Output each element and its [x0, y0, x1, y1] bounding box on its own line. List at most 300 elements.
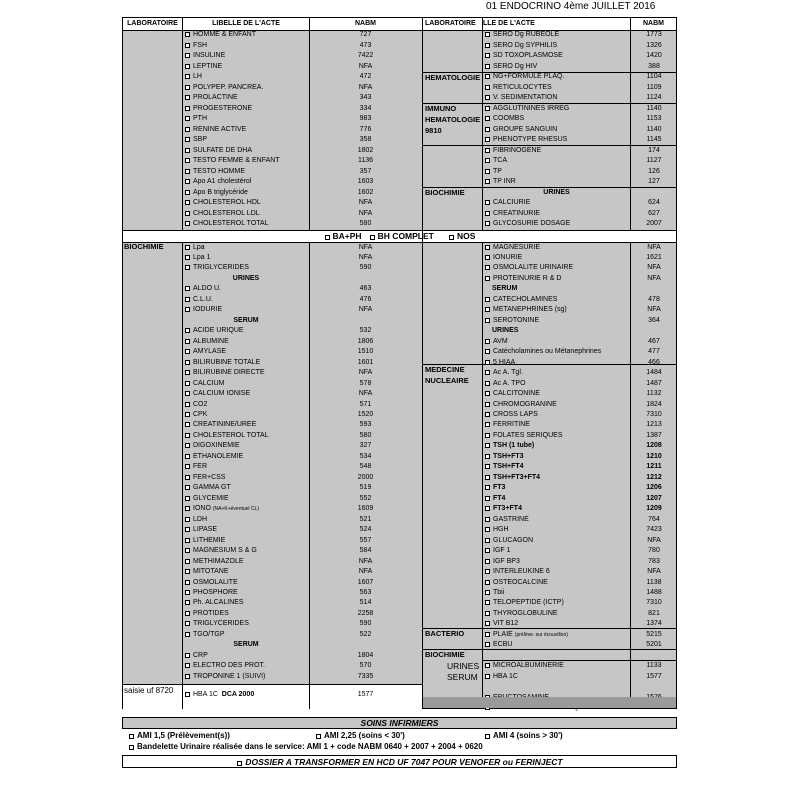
- row-5-hiaa[interactable]: 5 HIAA: [484, 358, 629, 368]
- nabm-code: 727: [359, 31, 372, 38]
- ami15-option[interactable]: AMI 1,5 (Prélèvement(s)): [128, 731, 230, 740]
- row-sd-toxoplasmose[interactable]: SD TOXOPLASMOSE: [484, 51, 629, 61]
- checkbox[interactable]: [185, 391, 190, 396]
- checkbox[interactable]: [185, 297, 190, 302]
- nabm-code: NFA: [647, 536, 661, 544]
- checkbox[interactable]: [185, 349, 190, 354]
- row-amylase[interactable]: AMYLASE: [184, 347, 308, 357]
- checkbox[interactable]: [185, 559, 190, 564]
- checkbox[interactable]: [185, 211, 190, 216]
- checkbox[interactable]: [485, 632, 490, 637]
- checkbox[interactable]: [185, 95, 190, 100]
- checkbox[interactable]: [485, 106, 490, 111]
- checkbox[interactable]: [185, 127, 190, 132]
- row-sero-dg-rubeole[interactable]: SERO Dg RUBEOLE: [484, 30, 629, 40]
- nabm-code: 357: [359, 167, 372, 175]
- row-troponine-1-suivi[interactable]: TROPONINE 1 (SUIVI): [184, 672, 308, 682]
- row-serotonine[interactable]: SEROTONINE: [484, 316, 629, 326]
- subheader-urines: URINES: [492, 327, 519, 335]
- row-calcium[interactable]: CALCIUM: [184, 379, 308, 389]
- nabm-code: 548: [359, 463, 372, 471]
- row-bilirubine-totale[interactable]: BILIRUBINE TOTALE: [184, 358, 308, 368]
- nabm-code: 5201: [646, 641, 662, 649]
- row-triglycerides[interactable]: TRIGLYCERIDES: [184, 263, 308, 273]
- nabm-code: 563: [359, 589, 372, 596]
- checkbox[interactable]: [485, 548, 490, 553]
- row-iono[interactable]: IONO (NA+K+éventuel CL): [184, 504, 308, 514]
- row-interleukine-6[interactable]: INTERLEUKINE 6: [484, 567, 629, 577]
- row-iodurie[interactable]: IODURIE: [184, 305, 308, 315]
- checkbox[interactable]: [185, 464, 190, 469]
- checkbox[interactable]: [485, 307, 490, 312]
- row-groupe-sanguin[interactable]: GROUPE SANGUIN: [484, 125, 629, 135]
- checkbox[interactable]: [485, 370, 490, 375]
- nabm-code: 2000: [357, 473, 374, 481]
- checkbox[interactable]: [485, 391, 490, 396]
- checkbox[interactable]: [185, 692, 190, 697]
- checkbox[interactable]: [185, 580, 190, 585]
- row-ferritine[interactable]: FERRITINE: [484, 420, 629, 430]
- checkbox[interactable]: [185, 137, 190, 142]
- row-tca[interactable]: TCA: [484, 156, 629, 166]
- nabm-code: 478: [648, 295, 660, 303]
- row-agglutinines-irreg[interactable]: AGGLUTININES IRREG: [484, 104, 629, 114]
- row-ph-alcalines[interactable]: Ph. ALCALINES: [184, 598, 308, 608]
- checkbox[interactable]: [185, 506, 190, 511]
- row-reticulocytes[interactable]: RETICULOCYTES: [484, 83, 629, 93]
- row-gamma-gt[interactable]: GAMMA GT: [184, 483, 308, 493]
- row-phosphore[interactable]: PHOSPHORE: [184, 588, 308, 598]
- row-cholesterol-total[interactable]: CHOLESTEROL TOTAL: [184, 219, 308, 229]
- row-metanephrines-sg[interactable]: METANEPHRINES (sg): [484, 305, 629, 315]
- label-serum: SERUM: [447, 672, 478, 682]
- checkbox[interactable]: [485, 663, 490, 668]
- checkbox[interactable]: [185, 674, 190, 679]
- checkbox[interactable]: [485, 621, 490, 626]
- checkbox[interactable]: [485, 265, 490, 270]
- panel-choice-bar: [123, 230, 676, 243]
- row-osmolalite[interactable]: OSMOLALITE: [184, 578, 308, 588]
- checkbox[interactable]: [485, 611, 490, 616]
- checkbox[interactable]: [485, 475, 490, 480]
- checkbox[interactable]: [485, 674, 490, 679]
- checkbox[interactable]: [485, 179, 490, 184]
- row-tsh-ft4[interactable]: TSH+FT4: [484, 462, 629, 472]
- ami225-option[interactable]: AMI 2,25 (soins < 30'): [315, 731, 405, 740]
- hba1c-row[interactable]: HBA 1C DCA 2000: [184, 690, 254, 700]
- nabm-code: 388: [648, 62, 660, 70]
- row-co2[interactable]: CO2: [184, 400, 308, 410]
- row-v-sedimentation[interactable]: V. SEDIMENTATION: [484, 93, 629, 103]
- row-vit-b12[interactable]: VIT B12: [484, 619, 629, 629]
- row-coombs[interactable]: COOMBS: [484, 114, 629, 124]
- row-telopeptide-ictp[interactable]: TELOPEPTIDE (ICTP): [484, 598, 629, 608]
- row-magnesurie[interactable]: MAGNESURIE: [484, 243, 629, 253]
- checkbox[interactable]: [185, 200, 190, 205]
- checkbox[interactable]: [485, 443, 490, 448]
- nabm-code: 1136: [357, 157, 374, 164]
- checkbox[interactable]: [185, 475, 190, 480]
- row-glycosurie-dosage[interactable]: GLYCOSURIE DOSAGE: [484, 219, 629, 229]
- nabm-code: 524: [359, 526, 372, 534]
- row-catecholamines[interactable]: CATECHOLAMINES: [484, 295, 629, 305]
- row-proteinurie-r-d[interactable]: PROTEINURIE R & D: [484, 274, 629, 284]
- row-ft4[interactable]: FT4: [484, 494, 629, 504]
- row-ldh[interactable]: LDH: [184, 515, 308, 525]
- checkbox[interactable]: [485, 402, 490, 407]
- section-biochimie: BIOCHIMIE: [124, 242, 164, 251]
- row-osteocalcine[interactable]: OSTEOCALCINE: [484, 578, 629, 588]
- checkbox[interactable]: [185, 221, 190, 226]
- checkbox[interactable]: [185, 611, 190, 616]
- checkbox[interactable]: [185, 85, 190, 90]
- checkbox[interactable]: [185, 255, 190, 260]
- checkbox[interactable]: [485, 74, 490, 79]
- row-lpa-1[interactable]: Lpa 1: [184, 253, 308, 263]
- row-ionurie[interactable]: IONURIE: [484, 253, 629, 263]
- row-cross-laps[interactable]: CROSS LAPS: [484, 410, 629, 420]
- checkbox[interactable]: [185, 169, 190, 174]
- checkbox[interactable]: [485, 517, 490, 522]
- row-igf-bp3[interactable]: IGF BP3: [484, 557, 629, 567]
- row-fer-css[interactable]: FER+CSS: [184, 473, 308, 483]
- checkbox[interactable]: [485, 276, 490, 281]
- row-plaie[interactable]: PLAIE (prélève. sur écouvillon): [484, 630, 629, 640]
- label-urines: URINES: [447, 661, 480, 671]
- row-lpa[interactable]: Lpa: [184, 243, 308, 253]
- row-tgo-tgp[interactable]: TGO/TGP: [184, 630, 308, 640]
- checkbox[interactable]: [485, 485, 490, 490]
- checkbox[interactable]: [185, 245, 190, 250]
- row-polypep-pancrea[interactable]: POLYPEP. PANCREA.: [184, 83, 308, 93]
- checkbox[interactable]: [485, 95, 490, 100]
- row-calcitonine[interactable]: CALCITONINE: [484, 389, 629, 399]
- row-avm[interactable]: AVM: [484, 337, 629, 347]
- row-lipase[interactable]: LIPASE: [184, 525, 308, 535]
- checkbox[interactable]: [185, 370, 190, 375]
- nabm-code: 776: [359, 125, 372, 133]
- checkbox[interactable]: [185, 381, 190, 386]
- row-sero-dg-syphilis[interactable]: SERO Dg SYPHILIS: [484, 41, 629, 51]
- nabm-code: 463: [359, 285, 372, 293]
- checkbox[interactable]: [185, 43, 190, 48]
- row-insuline[interactable]: INSULINE: [184, 51, 308, 61]
- checkbox[interactable]: [185, 148, 190, 153]
- checkbox[interactable]: [185, 360, 190, 365]
- row-osmolalite-urinaire[interactable]: OSMOLALITE URINAIRE: [484, 263, 629, 273]
- row-glucagon[interactable]: GLUCAGON: [484, 536, 629, 546]
- checkbox[interactable]: [485, 127, 490, 132]
- nabm-code: 519: [359, 484, 372, 492]
- checkbox[interactable]: [485, 245, 490, 250]
- row-ac-a-tgl[interactable]: Ac A. Tgl.: [484, 368, 629, 378]
- row-tp[interactable]: TP: [484, 167, 629, 177]
- row-aldo-u[interactable]: ALDO U.: [184, 284, 308, 294]
- nabm-code: 514: [359, 599, 372, 607]
- row-lh[interactable]: LH: [184, 72, 308, 82]
- row-protides[interactable]: PROTIDES: [184, 609, 308, 619]
- row-calciurie[interactable]: CALCIURIE: [484, 198, 629, 208]
- nabm-code: 624: [648, 199, 660, 206]
- checkbox[interactable]: [485, 200, 490, 205]
- checkbox[interactable]: [185, 548, 190, 553]
- checkbox[interactable]: [185, 286, 190, 291]
- row-mitotane[interactable]: MITOTANE: [184, 567, 308, 577]
- checkbox[interactable]: [485, 580, 490, 585]
- checkbox[interactable]: [185, 443, 190, 448]
- row-igf-1[interactable]: IGF 1: [484, 546, 629, 556]
- row-tp-inr[interactable]: TP INR: [484, 177, 629, 187]
- row-tsh-ft3-ft4[interactable]: TSH+FT3+FT4: [484, 473, 629, 483]
- nabm-code: 1210: [646, 452, 662, 460]
- row-creatinurie[interactable]: CREATINURIE: [484, 209, 629, 219]
- checkbox[interactable]: [485, 158, 490, 163]
- nabm-code: NFA: [358, 83, 373, 91]
- row-renine-active[interactable]: RENINE ACTIVE: [184, 125, 308, 135]
- panel-checkbox[interactable]: [324, 231, 333, 241]
- row-pth[interactable]: PTH: [184, 114, 308, 124]
- nabm-code: 580: [359, 220, 372, 227]
- row-tbii[interactable]: Tbii: [484, 588, 629, 598]
- nabm-code: 327: [359, 442, 372, 450]
- checkbox[interactable]: [185, 517, 190, 522]
- checkbox[interactable]: [185, 339, 190, 344]
- checkbox[interactable]: [185, 422, 190, 427]
- row-prolactine[interactable]: PROLACTINE: [184, 93, 308, 103]
- panel-checkbox[interactable]: [369, 231, 378, 241]
- row-calcium-ionise[interactable]: CALCIUM IONISE: [184, 389, 308, 399]
- checkbox[interactable]: [485, 433, 490, 438]
- nabm-code: 1602: [357, 188, 374, 196]
- checkbox[interactable]: [185, 328, 190, 333]
- nabm-code: NFA: [647, 568, 661, 576]
- row-microalbuminerie[interactable]: MICROALBUMINERIE: [484, 661, 629, 671]
- nabm-code: 1124: [646, 94, 662, 101]
- checkbox[interactable]: [316, 734, 321, 739]
- checkbox[interactable]: [185, 600, 190, 605]
- row-ft3-ft4[interactable]: FT3+FT4: [484, 504, 629, 514]
- row-cat-cholamines-ou-m-tanephrines[interactable]: Catécholamines ou Métanephrines: [484, 347, 629, 357]
- nabm-code: 590: [359, 264, 372, 272]
- checkbox[interactable]: [485, 221, 490, 226]
- row-sero-dg-hiv[interactable]: SERO Dg HIV: [484, 62, 629, 72]
- row-phenotype-rhesus[interactable]: PHENOTYPE RHESUS: [484, 135, 629, 145]
- nabm-code: 593: [359, 421, 372, 429]
- checkbox[interactable]: [485, 297, 490, 302]
- nabm-code: 473: [359, 41, 372, 49]
- row-ecbu[interactable]: ECBU: [484, 640, 629, 650]
- panel-checkbox[interactable]: [448, 231, 457, 241]
- subheader-serum: SERUM: [233, 641, 259, 649]
- row-testo-homme[interactable]: TESTO HOMME: [184, 167, 308, 177]
- row-crp[interactable]: CRP: [184, 651, 308, 661]
- checkbox[interactable]: [185, 412, 190, 417]
- col-header-libelle-right: LLE DE L'ACTE: [483, 20, 535, 27]
- checkbox[interactable]: [485, 137, 490, 142]
- row-methimazole[interactable]: METHIMAZOLE: [184, 557, 308, 567]
- row-tsh-1-tube[interactable]: TSH (1 tube): [484, 441, 629, 451]
- row-homme-enfant[interactable]: HOMME & ENFANT: [184, 30, 308, 40]
- checkbox[interactable]: [185, 632, 190, 637]
- nabm-code: [632, 188, 676, 198]
- checkbox[interactable]: [185, 265, 190, 270]
- checkbox[interactable]: [485, 464, 490, 469]
- checkbox[interactable]: [185, 307, 190, 312]
- row-ac-a-tpo[interactable]: Ac A. TPO: [484, 379, 629, 389]
- row-thyroglobuline[interactable]: THYROGLOBULINE: [484, 609, 629, 619]
- checkbox[interactable]: [129, 734, 134, 739]
- checkbox[interactable]: [485, 422, 490, 427]
- nabm-code: 1153: [646, 115, 662, 122]
- checkbox[interactable]: [185, 569, 190, 574]
- dossier-banner[interactable]: DOSSIER A TRANSFORMER EN HCD UF 7047 POUR VENOFER ou FERINJECT: [122, 755, 677, 768]
- checkbox[interactable]: [485, 569, 490, 574]
- checkbox[interactable]: [185, 527, 190, 532]
- bandelette-option[interactable]: Bandelette Urinaire réalisée dans le service: AMI 1 + code NABM 0640 + 2007 + 2004 + 0620: [128, 742, 483, 751]
- checkbox[interactable]: [485, 590, 490, 595]
- checkbox[interactable]: [185, 433, 190, 438]
- row-ng-formule-plaq[interactable]: NG+FORMULE PLAQ.: [484, 72, 629, 82]
- nabm-code: 7422: [357, 52, 374, 59]
- checkbox[interactable]: [485, 496, 490, 501]
- nabm-code: 1104: [646, 73, 662, 80]
- hba1c-nabm: 1577: [357, 691, 374, 698]
- nabm-code: 1484: [646, 369, 662, 377]
- nabm-code: 174: [648, 146, 660, 154]
- row-c-l-u[interactable]: C.L.U.: [184, 295, 308, 305]
- row-ft3[interactable]: FT3: [484, 483, 629, 493]
- checkbox[interactable]: [485, 32, 490, 37]
- nabm-code: 1209: [646, 505, 662, 513]
- row-cholesterol-hdl[interactable]: CHOLESTEROL HDL: [184, 198, 308, 208]
- nabm-code: 780: [648, 547, 660, 555]
- checkbox[interactable]: [185, 496, 190, 501]
- nabm-code: NFA: [358, 199, 373, 206]
- checkbox[interactable]: [185, 485, 190, 490]
- checkbox[interactable]: [485, 169, 490, 174]
- checkbox[interactable]: [485, 349, 490, 354]
- nabm-code: 7423: [646, 526, 662, 534]
- checkbox[interactable]: [485, 148, 490, 153]
- row-triglycerides[interactable]: TRIGLYCERIDES: [184, 619, 308, 629]
- row-leptine[interactable]: LEPTINE: [184, 62, 308, 72]
- nabm-code: 358: [359, 136, 372, 143]
- row-gastrine[interactable]: GASTRINE: [484, 515, 629, 525]
- row-glycemie[interactable]: GLYCEMIE: [184, 494, 308, 504]
- checkbox[interactable]: [485, 85, 490, 90]
- row-acide-urique[interactable]: ACIDE URIQUE: [184, 326, 308, 336]
- checkbox[interactable]: [485, 527, 490, 532]
- checkbox[interactable]: [185, 454, 190, 459]
- row-tsh-ft3[interactable]: TSH+FT3: [484, 452, 629, 462]
- checkbox[interactable]: [185, 179, 190, 184]
- nabm-code: 7310: [646, 411, 662, 419]
- checkbox[interactable]: [485, 318, 490, 323]
- row-ethanolemie[interactable]: ETHANOLEMIE: [184, 452, 308, 462]
- checkbox[interactable]: [485, 559, 490, 564]
- nabm-code: 764: [648, 515, 660, 523]
- nabm-code: 1621: [646, 253, 662, 261]
- nabm-code: 1387: [646, 431, 662, 439]
- checkbox[interactable]: [185, 402, 190, 407]
- row-cpk[interactable]: CPK: [184, 410, 308, 420]
- checkbox[interactable]: [485, 734, 490, 739]
- nabm-code: 627: [648, 209, 660, 217]
- row-progesterone[interactable]: PROGESTERONE: [184, 104, 308, 114]
- checkbox[interactable]: [485, 381, 490, 386]
- row-folates-seriques[interactable]: FOLATES SERIQUES: [484, 431, 629, 441]
- row-cholesterol-ldl[interactable]: CHOLESTEROL LDL: [184, 209, 308, 219]
- row-albumine[interactable]: ALBUMINE: [184, 337, 308, 347]
- row-testo-femme-enfant[interactable]: TESTO FEMME & ENFANT: [184, 156, 308, 166]
- ami4-option[interactable]: AMI 4 (soins > 30'): [484, 731, 563, 740]
- checkbox[interactable]: [129, 745, 134, 750]
- nabm-code: 578: [359, 379, 372, 387]
- checkbox[interactable]: [485, 412, 490, 417]
- row-sbp[interactable]: SBP: [184, 135, 308, 145]
- checkbox[interactable]: [237, 761, 242, 766]
- checkbox[interactable]: [185, 116, 190, 121]
- checkbox[interactable]: [485, 255, 490, 260]
- checkbox[interactable]: [485, 642, 490, 647]
- checkbox[interactable]: [185, 53, 190, 58]
- nabm-code: 1420: [646, 52, 662, 59]
- row-electro-des-prot[interactable]: ELECTRO DES PROT.: [184, 661, 308, 671]
- checkbox[interactable]: [185, 106, 190, 111]
- checkbox[interactable]: [485, 211, 490, 216]
- checkbox[interactable]: [485, 454, 490, 459]
- row-fer[interactable]: FER: [184, 462, 308, 472]
- checkbox[interactable]: [485, 506, 490, 511]
- row-cholesterol-total[interactable]: CHOLESTEROL TOTAL: [184, 431, 308, 441]
- checkbox[interactable]: [185, 158, 190, 163]
- row-fibrinogene[interactable]: FIBRINOGENE: [484, 146, 629, 156]
- row-hba-1c[interactable]: HBA 1C: [484, 672, 629, 682]
- checkbox[interactable]: [485, 53, 490, 58]
- checkbox[interactable]: [485, 538, 490, 543]
- nabm-code: 570: [359, 662, 372, 670]
- checkbox[interactable]: [185, 538, 190, 543]
- checkbox[interactable]: [485, 43, 490, 48]
- checkbox[interactable]: [485, 600, 490, 605]
- checkbox[interactable]: [185, 663, 190, 668]
- row-hgh[interactable]: HGH: [484, 525, 629, 535]
- checkbox[interactable]: [185, 190, 190, 195]
- row-apo-a1-cholest-rol[interactable]: Apo A1 cholestérol: [184, 177, 308, 187]
- row-creatinine-uree[interactable]: CREATININE/UREE: [184, 420, 308, 430]
- row-bilirubine-directe[interactable]: BILIRUBINE DIRECTE: [184, 368, 308, 378]
- checkbox[interactable]: [485, 339, 490, 344]
- checkbox[interactable]: [185, 590, 190, 595]
- nabm-code: 521: [359, 515, 372, 523]
- row-apo-b-triglyc-ride[interactable]: Apo B triglycéride: [184, 188, 308, 198]
- row-magnesium-s-g[interactable]: MAGNESIUM S & G: [184, 546, 308, 556]
- checkbox[interactable]: [485, 116, 490, 121]
- checkbox[interactable]: [185, 32, 190, 37]
- checkbox[interactable]: [485, 64, 490, 69]
- checkbox[interactable]: [185, 653, 190, 658]
- row-digoxinemie[interactable]: DIGOXINEMIE: [184, 441, 308, 451]
- iono-note: (NA+K+éventuel CL): [212, 506, 259, 513]
- checkbox[interactable]: [185, 64, 190, 69]
- nabm-code: 1212: [646, 473, 662, 481]
- row-lithemie[interactable]: LITHEMIE: [184, 536, 308, 546]
- row-chromogranine[interactable]: CHROMOGRANINE: [484, 400, 629, 410]
- checkbox[interactable]: [185, 74, 190, 79]
- checkbox[interactable]: [185, 621, 190, 626]
- row-fsh[interactable]: FSH: [184, 41, 308, 51]
- row-sulfate-de-dha[interactable]: SULFATE DE DHA: [184, 146, 308, 156]
